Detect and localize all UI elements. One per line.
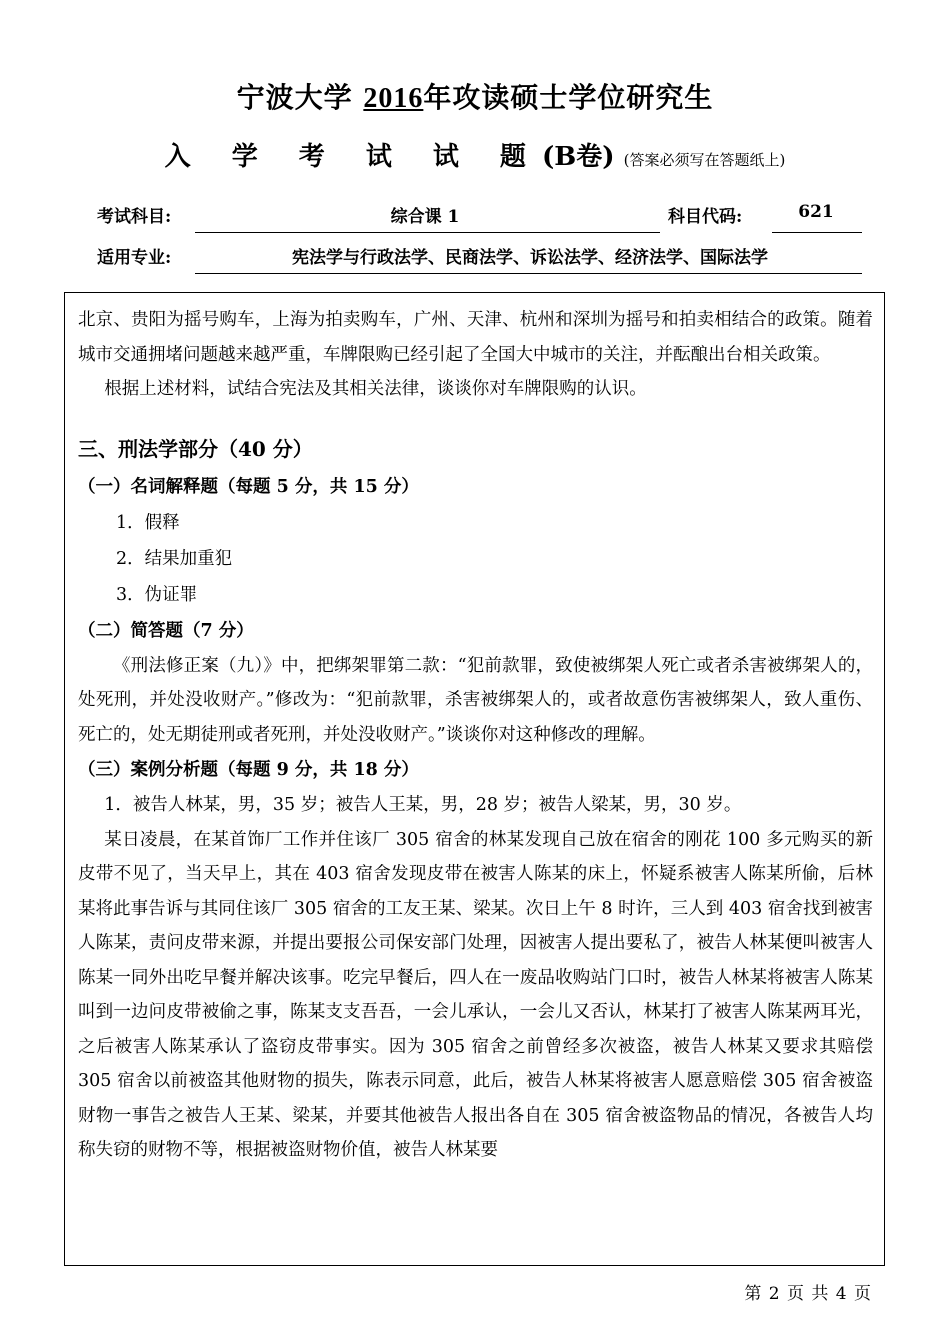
- part-1-item: 1．假释: [116, 512, 180, 533]
- exam-subtitle: [0, 136, 950, 173]
- part-1-item: 3．伪证罪: [116, 584, 198, 605]
- part-1-title: （一）名词解释题（每题 5 分，共 15 分）: [78, 476, 419, 497]
- title-year: 2016: [363, 83, 424, 114]
- part-1-item: 2．结果加重犯: [116, 548, 233, 569]
- exam-content: [78, 303, 873, 1168]
- intro-paragraph: 北京、贵阳为摇号购车，上海为拍卖购车，广州、天津、杭州和深圳为摇号和拍卖相结合的政策。随着城市交通拥堵问题越来越严重，车牌限购已经引起了全国大中城市的关注，并酝酿出台相关政策。: [78, 310, 873, 365]
- page-number: 第 2 页 共 4 页: [744, 1284, 872, 1304]
- section-3-title: 三、刑法学部分（40 分）: [78, 436, 313, 461]
- case-1-intro: 1．被告人林某，男，35 岁；被告人王某，男，28 岁；被告人梁某，男，30 岁。: [104, 795, 742, 815]
- subject-value: 综合课 1: [390, 207, 460, 227]
- code-value: 621: [798, 202, 834, 222]
- case-1-text: 某日凌晨，在某首饰厂工作并住该厂 305 宿舍的林某发现自己放在宿舍的刚花 100 多元购买的新皮带不见了，当天早上，其在 403 宿舍发现皮带在被害人陈某的床上，怀疑系被害人陈某所偷，后林某将此事告诉与其同住该厂 305 宿舍的工友王某、梁某。次日上午 8 时许，三人到 403 宿舍找到被害人陈某，责问皮带来源，并提出要报公司保安部门处理，因被害人提出要私了，被告人林某便叫被害人陈某一同外出吃早餐并解决该事。吃完早餐后，四人在一废品收购站门口时，被告人林某将被害人陈某叫到一边问皮带被偷之事，陈某支支吾吾，一会儿承认，一会儿又否认，林某打了被害人陈某两耳光，之后被害人陈某承认了盗窃皮带事实。因为 305 宿舍之前曾经多次被盗，被告人林某又要求其赔偿 305 宿舍以前被盗其他财物的损失，陈表示同意，此后，被告人林某将被害人愿意赔偿 305 宿舍被盗财物一事告之被告人王某、梁某，并要其他被告人报出各自在 305 宿舍被盗物品的情况，各被告人均称失窃的财物不等，根据被盗财物价值，被告人林某要: [78, 829, 873, 1160]
- intro-question: 根据上述材料，试结合宪法及其相关法律，谈谈你对车牌限购的认识。: [104, 379, 647, 399]
- subtitle-version: (B卷): [541, 142, 615, 172]
- code-label: 科目代码:: [668, 207, 743, 227]
- major-value: 宪法学与行政法学、民商法学、诉讼法学、经济法学、国际法学: [292, 248, 768, 268]
- major-label: 适用专业:: [97, 248, 172, 268]
- title-suffix: 年攻读硕士学位研究生: [423, 81, 714, 114]
- major-underline: [195, 273, 862, 274]
- subtitle-note: (答案必须写在答题纸上): [623, 151, 786, 169]
- subject-underline: [195, 232, 660, 233]
- subtitle-main: 入 学 考 试 试 题: [164, 142, 542, 172]
- part-3-title: （三）案例分析题（每题 9 分，共 18 分）: [78, 760, 419, 780]
- exam-title: [0, 76, 950, 116]
- subject-label: 考试科目:: [97, 207, 172, 227]
- code-underline: [772, 232, 862, 233]
- part-2-question: 《刑法修正案（九）》中，把绑架罪第二款：“犯前款罪，致使被绑架人死亡或者杀害被绑架人的，处死刑，并处没收财产。”修改为：“犯前款罪，杀害被绑架人的，或者故意伤害被绑架人，致人重伤、死亡的，处无期徒刑或者死刑，并处没收财产。”谈谈你对这种修改的理解。: [78, 655, 873, 745]
- title-prefix: 宁波大学: [236, 81, 364, 114]
- part-2-title: （二）简答题（7 分）: [78, 620, 254, 641]
